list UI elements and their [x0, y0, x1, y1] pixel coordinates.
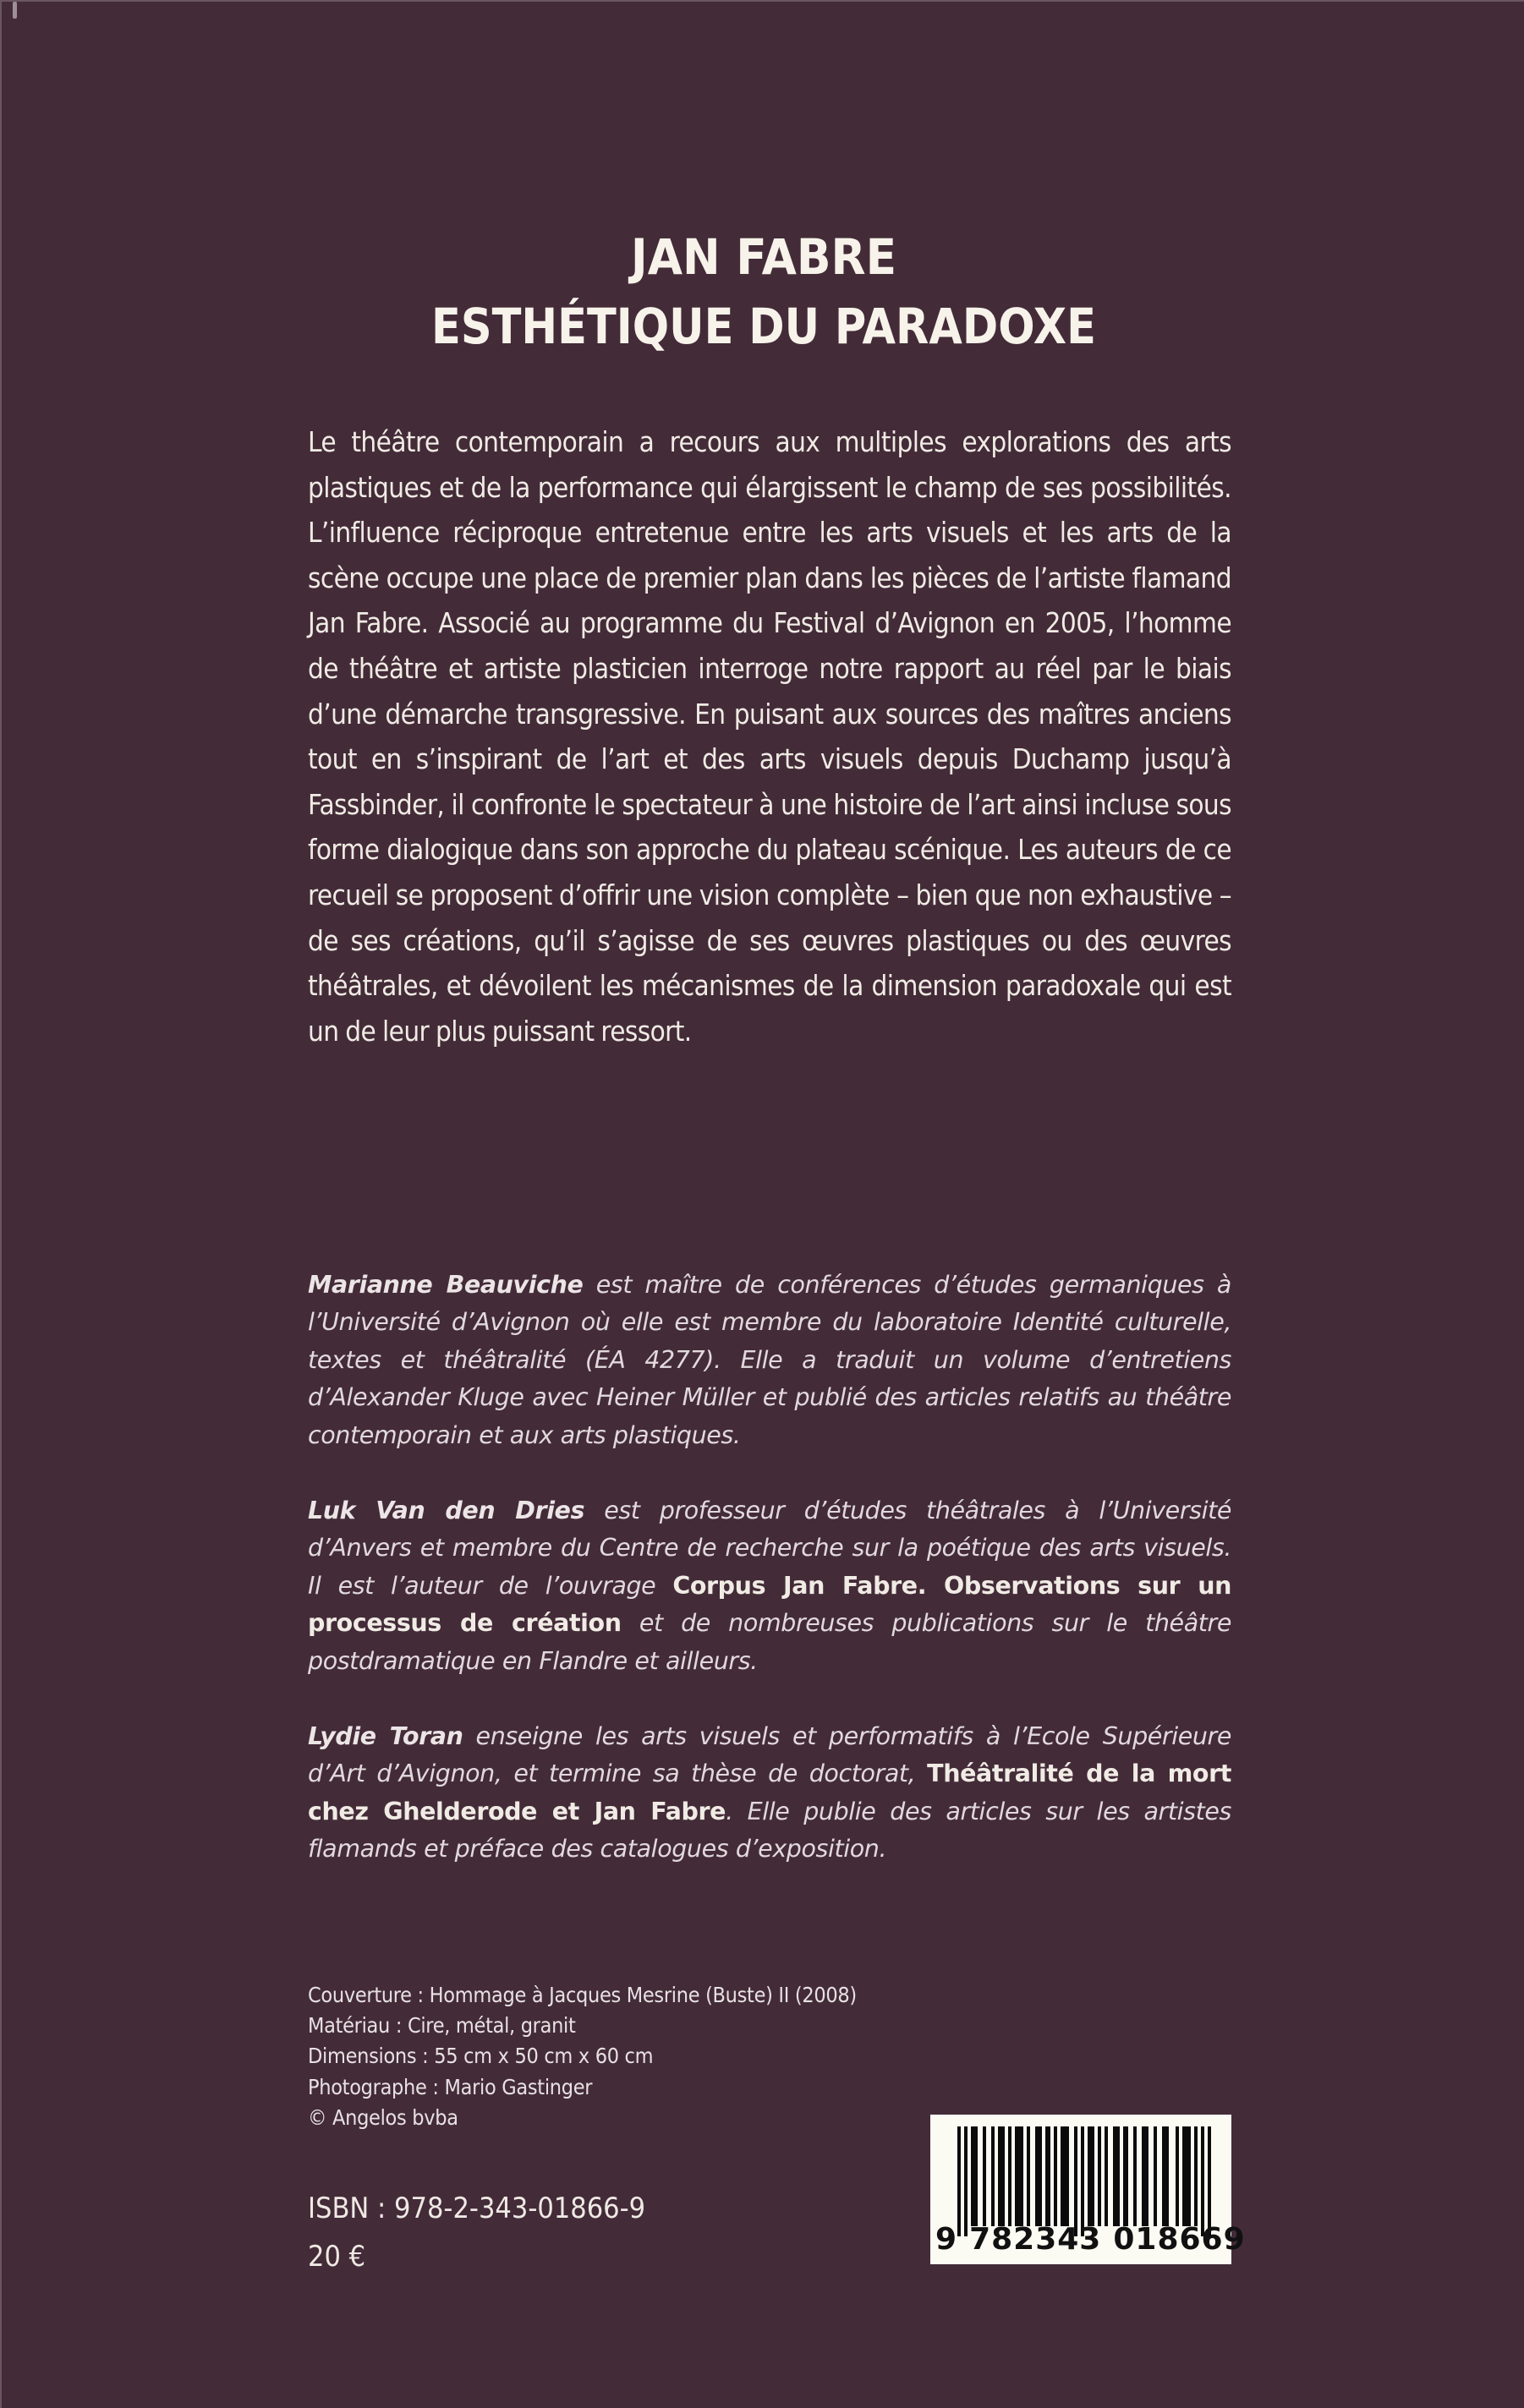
edge-mark	[13, 2, 17, 19]
bio-text: enseigne les arts visuels et performatifs à l’Ecole Supérieure d’Art d’Avignon, et termine sa thèse de doctorat,	[308, 1722, 1231, 1788]
barcode-digits	[935, 2222, 1246, 2257]
credit-copyright: © Angelos bvba	[308, 2104, 458, 2130]
bio-marianne-beauviche	[308, 1267, 1231, 1454]
bio-work-title: Théâtralité de la mort chez Ghelderode et Jan Fabre	[308, 1759, 1231, 1825]
credit-cover-artwork: Couverture : Hommage à Jacques Mesrine (Buste) II (2008)	[308, 1983, 857, 2007]
bio-author-name: Luk Van den Dries	[308, 1497, 585, 1525]
cover-credits	[308, 1980, 984, 2133]
synopsis-paragraph: Le théâtre contemporain a recours aux multiples explorations des arts plastiques et de la performance qui élargissent le champ de ses possibilités. L’influence réciproque entretenue entre les arts visuels et les arts de la scène occupe une place de premier plan dans les pièces de l’artiste flamand Jan Fabre. Associé au programme du Festival d’Avignon en 2005, l’homme de théâtre et artiste plasticien interroge notre rapport au réel par le biais d’une démarche transgressive. En puisant aux sources des maîtres anciens tout en s’inspirant de l’art et des arts visuels depuis Duchamp jusqu’à Fassbinder, il confronte le spectateur à une histoire de l’art ainsi incluse sous forme dialogique dans son approche du plateau scénique. Les auteurs de ce recueil se proposent d’offrir une vision complète – bien que non exhaustive – de ses créations, qu’il s’agisse de ses œuvres plastiques ou des œuvres théâtrales, et dévoilent les mécanismes de la dimension paradoxale qui est un de leur plus puissant ressort.	[308, 425, 1231, 1048]
isbn-price-block	[308, 2185, 645, 2281]
author-bios	[308, 1267, 1231, 1907]
barcode-digits-right: 018669	[1113, 2222, 1246, 2257]
bio-author-name: Marianne Beauviche	[308, 1271, 584, 1299]
bio-luk-van-den-dries	[308, 1492, 1231, 1680]
bio-text: est professeur d’études théâtrales à l’Université d’Anvers et membre du Centre de recherche sur la poétique des arts visuels. Il est l’auteur de l’ouvrage	[308, 1497, 1232, 1600]
title-author-line: JAN FABRE	[630, 227, 897, 286]
price: 20 €	[308, 2240, 366, 2274]
bio-text: . Elle publie des articles sur les artistes flamands et préface des catalogues d’exposition.	[308, 1797, 1231, 1863]
barcode	[930, 2115, 1246, 2264]
book-title	[2, 222, 1524, 361]
bio-text: est maître de conférences d’études germaniques à l’Université d’Avignon où elle est membre du laboratoire Identité culturelle, textes et théâtralité (ÉA 4277). Elle a traduit un volume d’entretiens d’Alexander Kluge avec Heiner Müller et publié des articles relatifs au théâtre contemporain et aux arts plastiques.	[308, 1271, 1231, 1449]
credit-photographer: Photographe : Mario Gastinger	[308, 2074, 593, 2099]
title-subtitle-line: ESTHÉTIQUE DU PARADOXE	[430, 297, 1097, 355]
bio-author-name: Lydie Toran	[308, 1722, 463, 1751]
bio-lydie-toran	[308, 1718, 1231, 1869]
isbn-number: ISBN : 978-2-343-01866-9	[308, 2192, 646, 2225]
barcode-digit-first: 9	[935, 2222, 958, 2257]
bio-work-title: Corpus Jan Fabre. Observations sur un processus de création	[308, 1571, 1231, 1638]
credit-material: Matériau : Cire, métal, granit	[308, 2013, 576, 2039]
bio-text: et de nombreuses publications sur le théâtre postdramatique en Flandre et ailleurs.	[308, 1609, 1231, 1675]
barcode-digits-left: 782343	[969, 2222, 1102, 2257]
credit-dimensions: Dimensions : 55 cm x 50 cm x 60 cm	[308, 2044, 654, 2069]
